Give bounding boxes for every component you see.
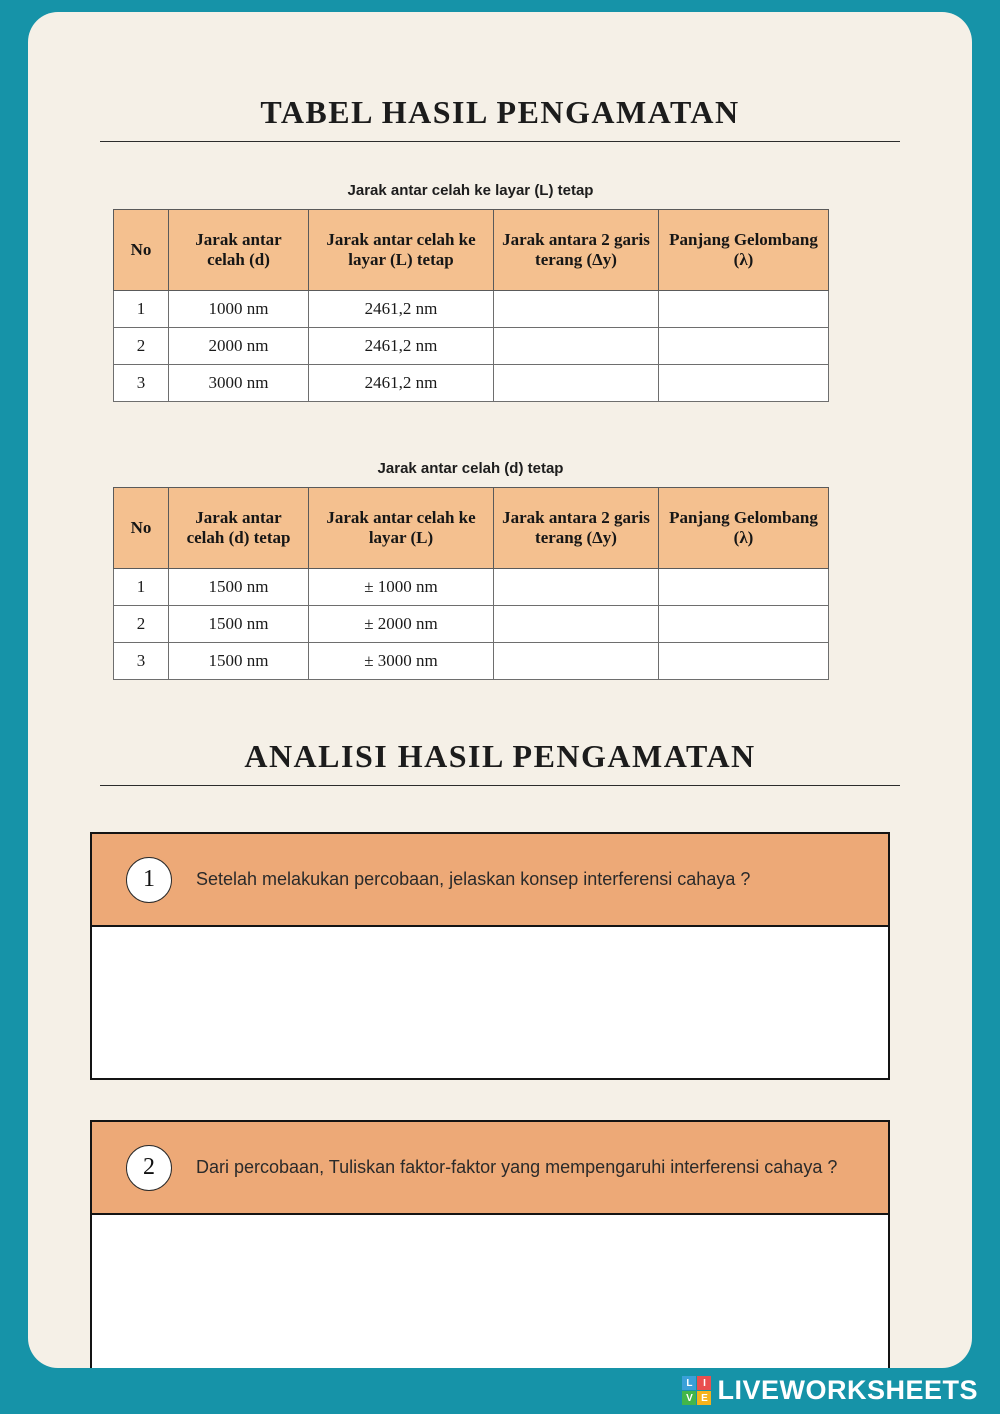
table2-answer-cell[interactable] — [659, 569, 829, 606]
table1-answer-cell[interactable] — [494, 291, 659, 328]
table2-answer-cell[interactable] — [494, 569, 659, 606]
section-title-tables: TABEL HASIL PENGAMATAN — [100, 94, 900, 142]
question-2-header — [92, 1122, 888, 1215]
observation-table-2 — [113, 487, 829, 680]
table2-cell: ± 2000 nm — [309, 606, 494, 643]
table1-cell: 2000 nm — [169, 328, 309, 365]
table2-header-panjang-gelombang: Panjang Gelombang (λ) — [659, 488, 829, 569]
question-2-text: Dari percobaan, Tuliskan faktor-faktor yang mempengaruhi interferensi cahaya ? — [196, 1157, 838, 1178]
table2-header-jarak-celah: Jarak antar celah (d) tetap — [169, 488, 309, 569]
table1-answer-cell[interactable] — [659, 365, 829, 402]
table2-caption: Jarak antar celah (d) tetap — [377, 460, 564, 477]
table2-header-row — [114, 488, 829, 569]
table-row — [114, 328, 829, 365]
table1-header-jarak-terang: Jarak antara 2 garis terang (Δy) — [494, 210, 659, 291]
table-row — [114, 291, 829, 328]
table1-header-jarak-celah: Jarak antar celah (d) — [169, 210, 309, 291]
table1-answer-cell[interactable] — [494, 365, 659, 402]
question-1-answer-area[interactable] — [92, 927, 888, 1078]
table1-cell: 1000 nm — [169, 291, 309, 328]
liveworksheets-logo-icon — [682, 1376, 711, 1405]
table1-caption: Jarak antar celah ke layar (L) tetap — [347, 182, 594, 199]
table2-header-jarak-layar: Jarak antar celah ke layar (L) — [309, 488, 494, 569]
table-row — [114, 606, 829, 643]
table2-cell: ± 3000 nm — [309, 643, 494, 680]
table2-header-no: No — [114, 488, 169, 569]
footer — [682, 1375, 978, 1406]
table-row — [114, 569, 829, 606]
table1-cell: 2461,2 nm — [309, 365, 494, 402]
question-2-number-badge: 2 — [126, 1145, 172, 1191]
table2-cell: 1 — [114, 569, 169, 606]
table1-cell: 3 — [114, 365, 169, 402]
question-1-number-badge: 1 — [126, 857, 172, 903]
table1-cell: 3000 nm — [169, 365, 309, 402]
worksheet-page — [28, 12, 972, 1368]
table2-answer-cell[interactable] — [494, 643, 659, 680]
question-2-answer-area[interactable] — [92, 1215, 888, 1368]
table2-cell: 2 — [114, 606, 169, 643]
section-title-analysis: ANALISI HASIL PENGAMATAN — [100, 738, 900, 786]
table2-answer-cell[interactable] — [659, 643, 829, 680]
observation-table-1 — [113, 209, 829, 402]
table2-cell: 1500 nm — [169, 643, 309, 680]
table1-cell: 1 — [114, 291, 169, 328]
question-2-box — [90, 1120, 890, 1368]
table2-header-jarak-terang: Jarak antara 2 garis terang (Δy) — [494, 488, 659, 569]
table-row — [114, 643, 829, 680]
question-1-text: Setelah melakukan percobaan, jelaskan konsep interferensi cahaya ? — [196, 869, 751, 890]
table1-answer-cell[interactable] — [494, 328, 659, 365]
table1-cell: 2461,2 nm — [309, 291, 494, 328]
table2-cell: 1500 nm — [169, 569, 309, 606]
table1-header-no: No — [114, 210, 169, 291]
table2-cell: ± 1000 nm — [309, 569, 494, 606]
table2-answer-cell[interactable] — [494, 606, 659, 643]
table2-cell: 1500 nm — [169, 606, 309, 643]
table-row — [114, 365, 829, 402]
table1-header-panjang-gelombang: Panjang Gelombang (λ) — [659, 210, 829, 291]
table2-answer-cell[interactable] — [659, 606, 829, 643]
table1-cell: 2461,2 nm — [309, 328, 494, 365]
logo-square-v: V — [682, 1391, 696, 1405]
question-1-header — [92, 834, 888, 927]
logo-square-l: L — [682, 1376, 696, 1390]
table1-header-row — [114, 210, 829, 291]
table1-cell: 2 — [114, 328, 169, 365]
logo-square-e: E — [697, 1391, 711, 1405]
table1-answer-cell[interactable] — [659, 291, 829, 328]
table1-answer-cell[interactable] — [659, 328, 829, 365]
liveworksheets-brand-text: LIVEWORKSHEETS — [717, 1375, 978, 1405]
table2-cell: 3 — [114, 643, 169, 680]
table1-header-jarak-layar: Jarak antar celah ke layar (L) tetap — [309, 210, 494, 291]
question-1-box — [90, 832, 890, 1080]
logo-square-i: I — [697, 1376, 711, 1390]
